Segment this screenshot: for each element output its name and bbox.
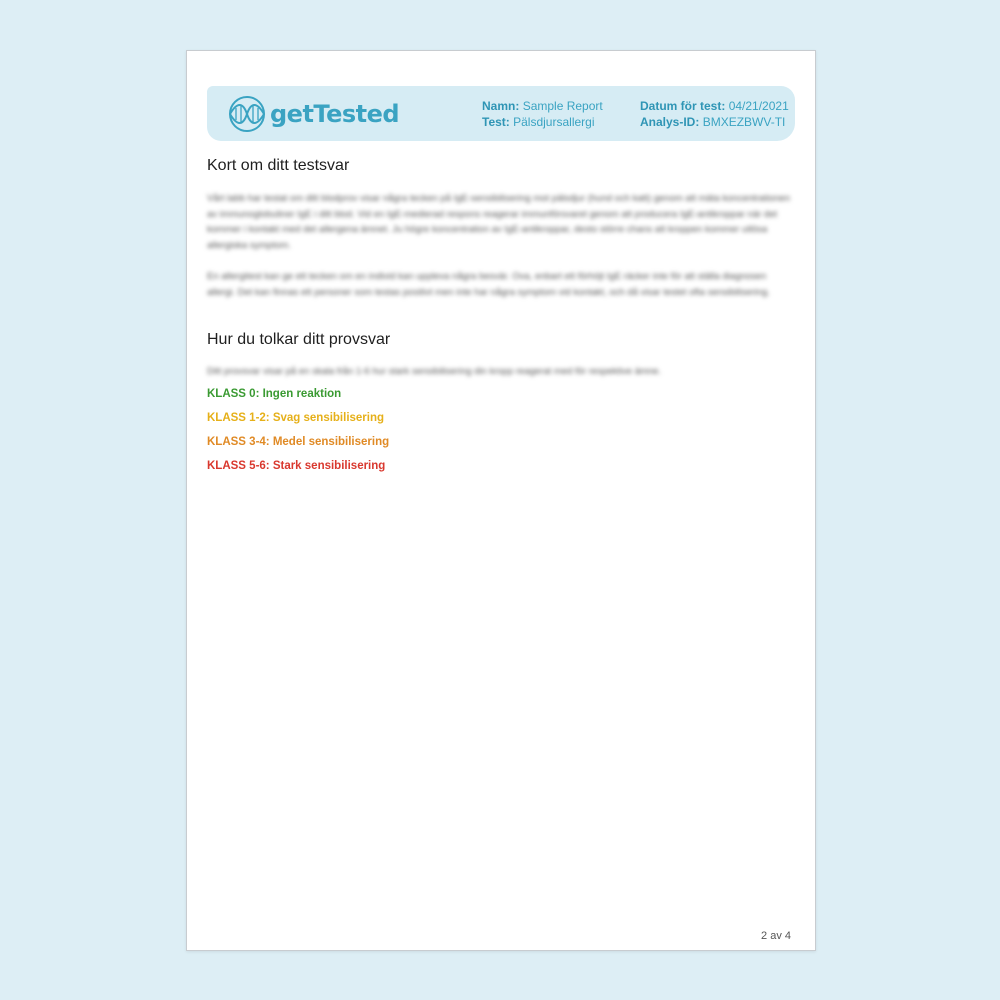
class-3-4-label: KLASS 3-4: Medel sensibilisering [207, 436, 390, 448]
name-label: Namn: [482, 99, 520, 113]
test-meta [640, 98, 789, 130]
page-number: 2 av 4 [761, 930, 791, 942]
report-header [207, 86, 795, 141]
patient-meta [482, 98, 603, 130]
class-5-6-label: KLASS 5-6: Stark sensibilisering [207, 460, 386, 472]
dna-icon [227, 94, 267, 134]
class-0-label: KLASS 0: Ingen reaktion [207, 388, 342, 400]
interpret-heading: Hur du tolkar ditt provsvar [207, 331, 391, 348]
name-value: Sample Report [522, 99, 603, 113]
logo-text: getTested [270, 100, 400, 128]
gettested-logo [227, 95, 399, 133]
test-value: Pälsdjursallergi [513, 115, 595, 129]
test-label: Test: [482, 115, 510, 129]
interpret-paragraph: Ditt provsvar visar på en skala från 1-6 hur stark sensibilisering din kropp reagerat med för respektive ämne. [207, 366, 662, 377]
report-page [186, 50, 816, 951]
about-heading: Kort om ditt testsvar [207, 157, 350, 174]
analysis-id-value: BMXEZBWV-TI [702, 115, 786, 129]
about-paragraph-2: En allergitest kan ge ett tecken om en individ kan uppleva några besvär. Ova, enbart ett förhöjt IgE räcker inte för att ställa diagnosen allergi. Det kan finnas ett personer som testas positivt men inte har några symptom vid kontakt, och då visar testet ofta sensibilisering. [207, 271, 770, 298]
analysis-id-label: Analys-ID: [640, 115, 700, 129]
about-paragraph-1: Vårt labb har testat om ditt blodprov visar några tecken på IgE-sensibilisering mot pälsdjur (hund och katt) genom att mäta koncentrationen av immunoglobuliner IgE i ditt blod. Vid en IgE-medierad respons reagerar immunförsvaret genom att producera IgE-antikroppar när det kommer i kontakt med det allergena ämnet. Ju högre koncentration av IgE-antikroppar, desto större chans att kroppen kommer utlösa allergiska symptom. [207, 193, 790, 251]
class-1-2-label: KLASS 1-2: Svag sensibilisering [207, 412, 385, 424]
date-label: Datum för test: [640, 99, 726, 113]
date-value: 04/21/2021 [728, 99, 789, 113]
